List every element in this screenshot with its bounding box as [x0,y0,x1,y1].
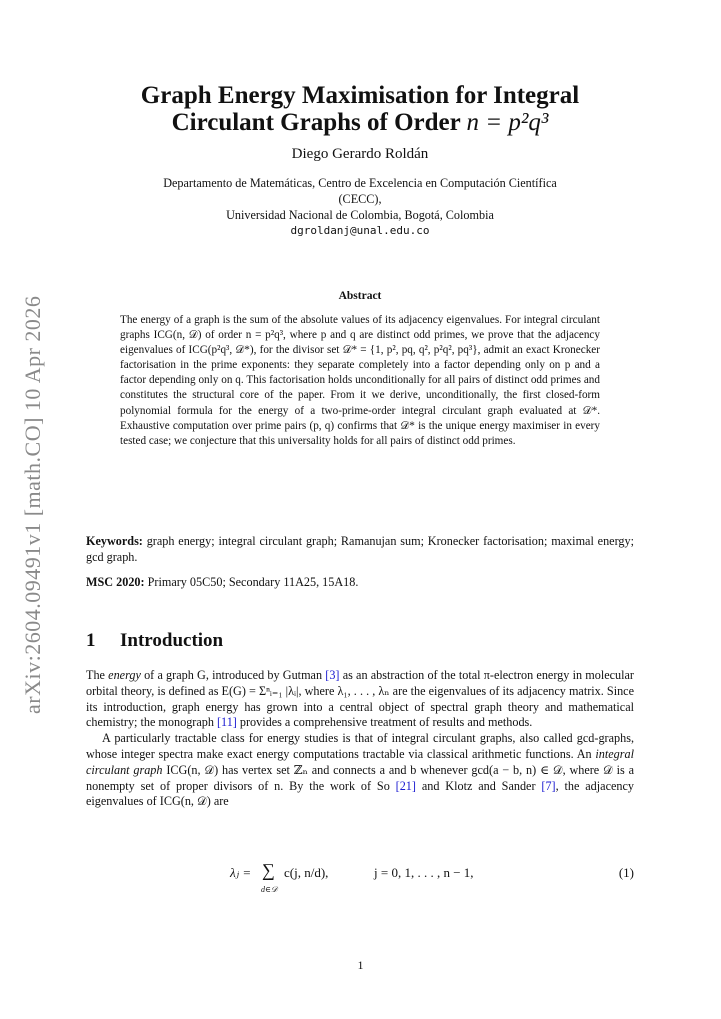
title-line-2-math: n = p²q³ [466,109,549,136]
equation-lhs: λⱼ = [230,865,252,880]
author-email: dgroldanj@unal.edu.co [290,224,430,237]
paragraph-2: A particularly tractable class for energy studies is that of integral circulant graphs, also called gcd-graphs, whose integer spectra make exact energy computations tractable via classical arithmetic functions. An integral circulant graph ICG(n, 𝒟) has vertex set ℤₙ and connects a and b whenever gcd(a − b, n) ∈ 𝒟, where 𝒟 is a nonempty set of proper divisors of n. By the work of So [21] and Klotz and Sander [7], the adjacency eigenvalues of ICG(n, 𝒟) are [86,731,634,809]
affiliation [85,175,635,239]
arxiv-identifier-stamp: arXiv:2604.09491v1 [math.CO] 10 Apr 2026 [20,295,45,715]
title-line-2 [85,109,635,136]
section-number: 1 [86,630,96,651]
title-line-1: Graph Energy Maximisation for Integral [140,82,580,109]
msc-classification [86,575,634,590]
summation-symbol: ∑ [262,860,275,880]
equation-body: c(j, n/d), [284,865,329,880]
abstract-text: The energy of a graph is the sum of the absolute values of its adjacency eigenvalues. For integral circulant graphs ICG(n, 𝒟) of order n = p²q³, where p and q are distinct odd primes, we prove that the adjacency eigenvalues of ICG(p²q³, 𝒟*), for the divisor set 𝒟* = {1, p², pq, q², p²q², pq³}, admit an exact Kronecker factorisation in the prime exponents: they separate completely into a factor depending only on p and a factor depending only on q. This factorisation holds unconditionally for all pairs of distinct odd primes and constitutes the structural core of the paper. From it we derive, unconditionally, the first closed-form polynomial formula for the energy of a two-prime-order integral circulant graph evaluated at 𝒟*. Exhaustive computation over prime pairs (p, q) confirms that 𝒟* is the unique energy maximiser in every tested case; we conjecture that this universality holds for all pairs of distinct odd primes. [120,314,600,447]
equation-1 [86,862,634,898]
section-title: Introduction [120,630,224,651]
affiliation-line-1: Departamento de Matemáticas, Centro de Excelencia en Computación Científica [163,176,557,190]
citation-link[interactable]: [7] [541,778,556,793]
affiliation-line-2: (CECC), [338,192,382,206]
citation-link[interactable]: [3] [325,668,340,682]
paragraph-1: The energy of a graph G, introduced by Gutman [3] as an abstraction of the total π-electron energy in molecular orbital theory, is defined as E(G) = Σⁿᵢ₌₁ |λᵢ|, where λ₁, . . . , λₙ are the eigenvalues of its adjacency matrix. Since its introduction, graph energy has grown into a central object of spectral graph theory and mathematical chemistry; the monograph [11] provides a comprehensive treatment of results and methods. [86,668,634,730]
page-number: 1 [357,958,364,972]
keywords-label: Keywords: [86,534,143,548]
keywords [86,533,634,565]
summation-subscript: d∈𝒟 [261,885,278,894]
msc-text: Primary 05C50; Secondary 11A25, 15A18. [144,575,359,589]
introduction-body [86,668,634,810]
citation-link[interactable]: [21] [395,778,416,793]
abstract-heading: Abstract [338,290,382,302]
citation-link[interactable]: [11] [217,715,237,730]
equation-range: j = 0, 1, . . . , n − 1, [374,865,474,880]
author-name: Diego Gerardo Roldán [291,146,429,162]
title-line-2-text: Circulant Graphs of Order [171,109,467,136]
affiliation-line-3: Universidad Nacional de Colombia, Bogotá, Colombia [226,208,494,222]
section-heading [86,630,223,652]
paper-title [85,82,635,136]
msc-label: MSC 2020: [86,575,145,589]
keywords-text: graph energy; integral circulant graph; Ramanujan sum; Kronecker factorisation; maximal energy; gcd graph. [86,534,634,564]
equation-number: (1) [618,865,634,880]
